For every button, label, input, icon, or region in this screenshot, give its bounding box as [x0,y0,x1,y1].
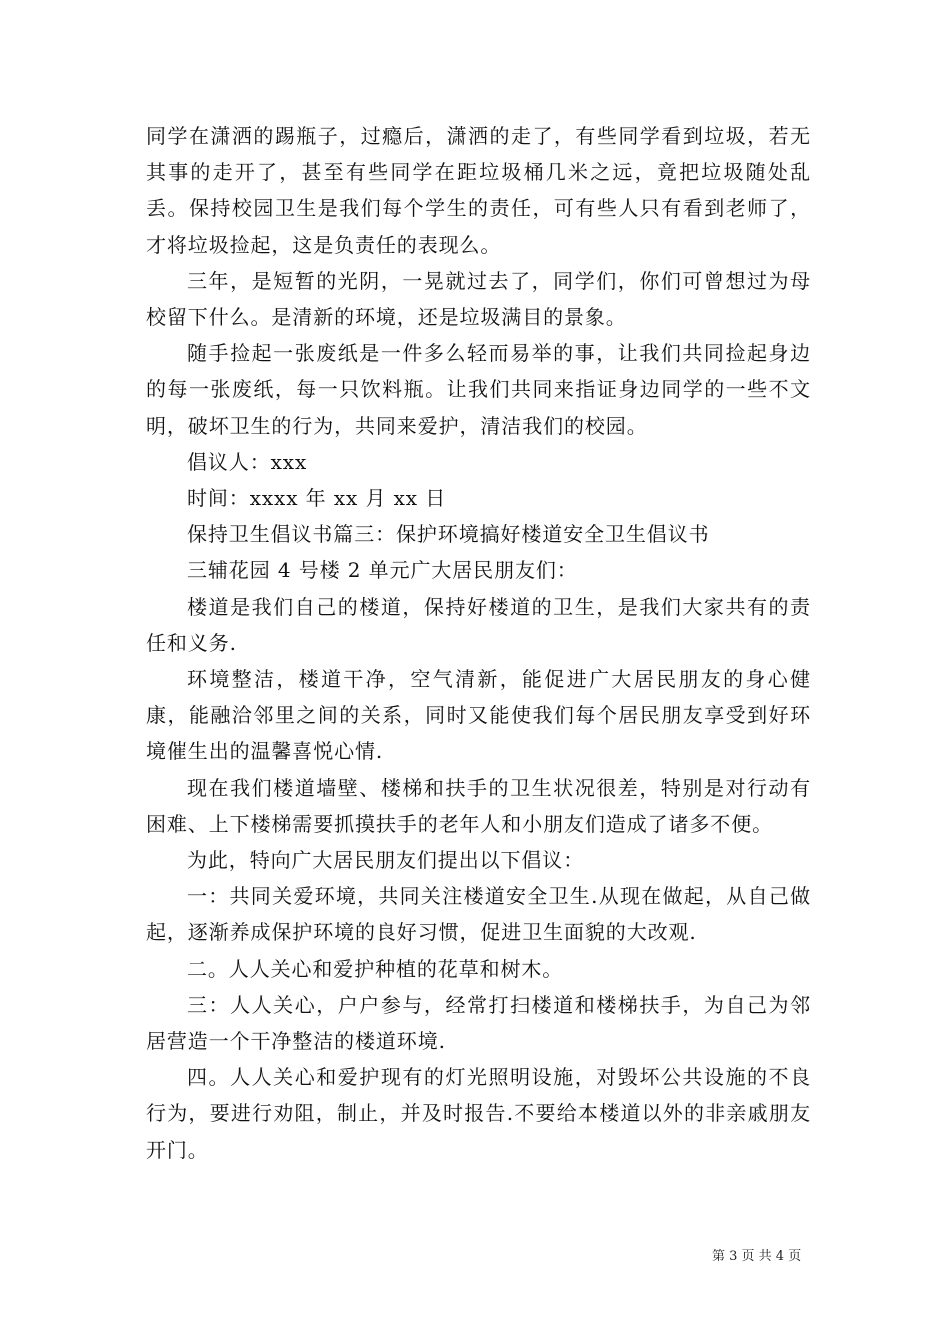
date-line: 时间：xxxx 年 xx 月 xx 日 [187,486,447,511]
paragraph-pick-up-paper: 随手捡起一张废纸是一件多么轻而易举的事，让我们共同捡起身边的每一张废纸，每一只饮料瓶。让我们共同来指证身边同学的一些不文明，破坏卫生的行为，共同来爱护，清洁我们的校园。 [146,341,811,438]
paragraph-proposal-intro: 为此，特向广大居民朋友们提出以下倡议： [187,848,585,873]
page-number: 第 3 页 共 4 页 [712,1249,802,1264]
proposal-item-3: 三：人人关心，户户参与，经常打扫楼道和楼梯扶手，为自己为邻居营造一个干净整洁的楼道环境. [146,992,811,1054]
paragraph-current-condition: 现在我们楼道墙壁、楼梯和扶手的卫生状况很差，特别是对行动有困难、上下楼梯需要抓摸扶手的老年人和小朋友们造成了诸多不便。 [146,775,811,836]
paragraph-three-years: 三年，是短暂的光阴，一晃就过去了，同学们，你们可曾想过为母校留下什么。是清新的环境，还是垃圾满目的景象。 [146,268,811,330]
proposer-line: 倡议人：xxx [187,449,308,474]
salutation: 三辅花园 4 号楼 2 单元广大居民朋友们： [187,558,578,583]
paragraph-environment-clean: 环境整洁，楼道干净，空气清新，能促进广大居民朋友的身心健康，能融洽邻里之间的关系，同时又能使我们每个居民朋友享受到好环境催生出的温馨喜悦心情. [146,667,811,764]
paragraph-continuation: 同学在潇洒的踢瓶子，过瘾后，潇洒的走了，有些同学看到垃圾，若无其事的走开了，甚至有些同学在距垃圾桶几米之远，竟把垃圾随处乱丢。保持校园卫生是我们每个学生的责任，可有些人只有看到老师了，才将垃圾捡起，这是负责任的表现么。 [146,124,811,257]
paragraph-corridor-ours: 楼道是我们自己的楼道，保持好楼道的卫生，是我们大家共有的责任和义务. [146,594,811,655]
proposal-item-4: 四。人人关心和爱护现有的灯光照明设施，对毁坏公共设施的不良行为，要进行劝阻，制止，并及时报告.不要给本楼道以外的非亲戚朋友开门。 [146,1065,811,1162]
proposal-item-2: 二。人人关心和爱护种植的花草和树木。 [187,956,564,981]
section-heading: 保持卫生倡议书篇三：保护环境搞好楼道安全卫生倡议书 [187,522,710,547]
proposal-item-1: 一：共同关爱环境，共同关注楼道安全卫生.从现在做起，从自己做起，逐渐养成保护环境的良好习惯，促进卫生面貌的大改观. [146,884,811,945]
document-body [146,118,811,1168]
